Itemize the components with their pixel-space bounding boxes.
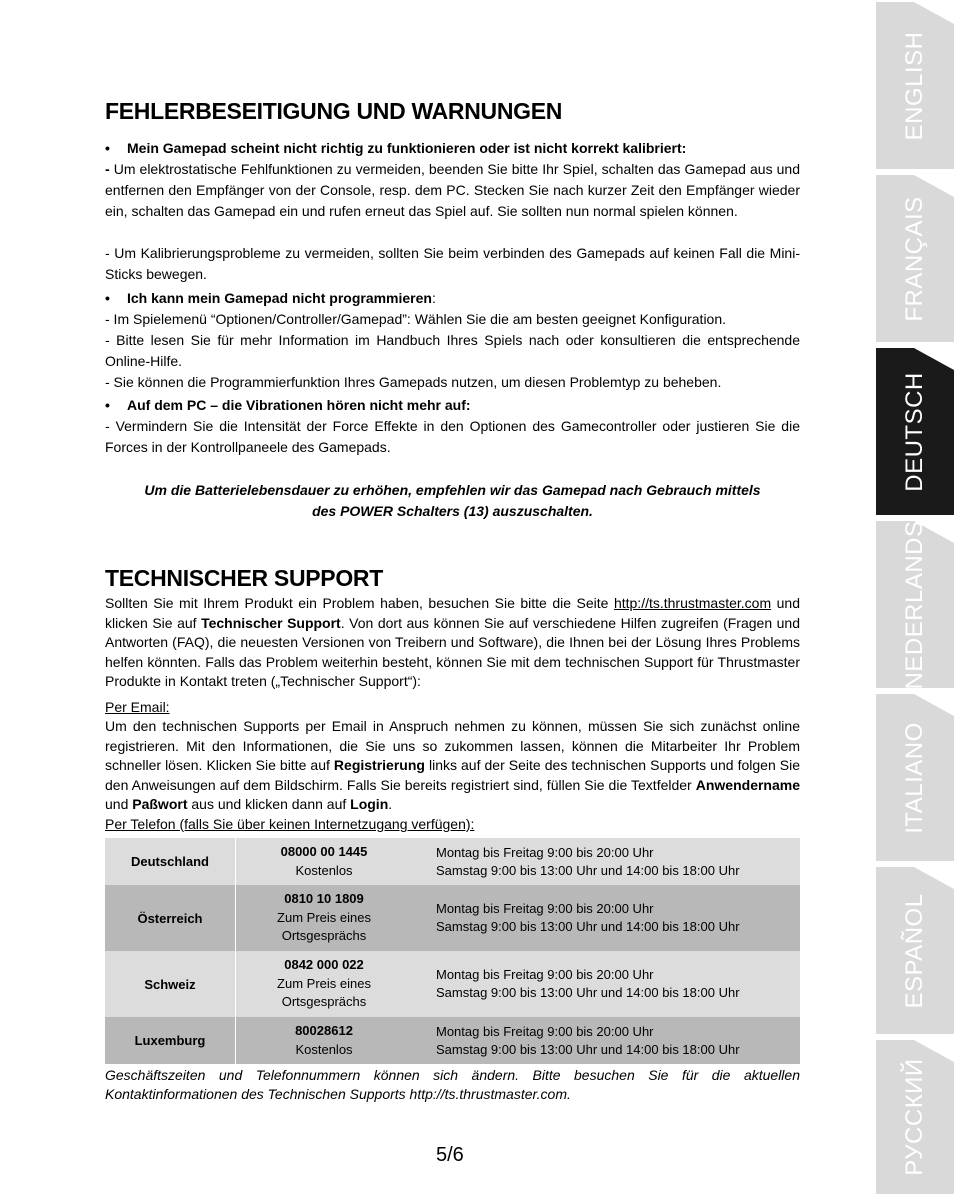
support-link[interactable]: http://ts.thrustmaster.com xyxy=(613,595,772,611)
rate-text: Kostenlos xyxy=(295,862,353,878)
paragraph-static-text: Um elektrostatische Fehlfunktionen zu vermeiden, beenden Sie bitte Ihr Spiel, schalten das Gamepad aus und entfernen den Empfänger von der Console, resp. dem PC. Stecken Sie nach kurzer Zeit den Empfänger wieder ein, schalten das Gamepad ein und rufen erneut das Spiel auf. Sie sollten nun normal spielen können. xyxy=(105,161,800,219)
tab-corner xyxy=(914,175,954,197)
bold-text: Login xyxy=(350,796,389,812)
tab-corner xyxy=(914,694,954,716)
text: links auf der Seite des technischen Supports und folgen Sie den Anweisungen auf dem Bildschirm. Falls Sie bereits registriert sind, füllen Sie die Textfelder xyxy=(105,757,801,793)
text: und xyxy=(105,796,133,812)
table-row xyxy=(105,951,800,1017)
page-number: 5/6 xyxy=(436,1144,464,1166)
bold-text: Anwendername xyxy=(695,776,800,793)
support-phone-table xyxy=(105,838,800,1064)
email-paragraph xyxy=(105,717,800,815)
support-intro xyxy=(105,594,800,692)
paragraph-force: - Vermindern Sie die Intensität der Force Effekte in den Optionen des Gamecontroller oder justieren Sie die Forces in der Kontrollpaneele des Gamepads. xyxy=(105,418,800,455)
hours-line: Samstag 9:00 bis 13:00 Uhr und 14:00 bis 18:00 Uhr xyxy=(436,919,740,934)
number-cell xyxy=(236,951,413,1017)
bullet-text: Ich kann mein Gamepad nicht programmieren xyxy=(127,290,432,306)
tab-label: DEUTSCH xyxy=(901,371,928,492)
tab-label: ENGLISH xyxy=(901,31,928,140)
number-cell xyxy=(236,1017,413,1064)
hours-line: Samstag 9:00 bis 13:00 Uhr und 14:00 bis 18:00 Uhr xyxy=(436,1041,740,1057)
table-row xyxy=(105,885,800,951)
email-heading xyxy=(105,698,800,718)
tab-label: РУССКИЙ xyxy=(901,1058,928,1176)
hours-cell xyxy=(412,1017,800,1064)
bold-text: Registrierung xyxy=(333,757,425,773)
email-heading-text: Per Email: xyxy=(105,699,170,715)
hours-line: Samstag 9:00 bis 13:00 Uhr und 14:00 bis 18:00 Uhr xyxy=(436,985,740,1000)
battery-note-line: Um die Batterielebensdauer zu erhöhen, empfehlen wir das Gamepad nach Gebrauch mittels xyxy=(144,482,761,498)
paragraph-static xyxy=(105,159,800,222)
phone-number: 0810 10 1809 xyxy=(284,891,364,907)
tab-corner xyxy=(914,867,954,889)
tab-espanol[interactable] xyxy=(876,867,954,1034)
phone-heading xyxy=(105,815,800,835)
text: aus und klicken dann auf xyxy=(187,796,351,812)
bullet-calibration xyxy=(105,138,686,159)
dash: - xyxy=(105,161,110,177)
rate-text: Zum Preis eines xyxy=(277,975,371,991)
bullet-text: Auf dem PC – die Vibrationen hören nicht mehr auf: xyxy=(127,397,471,413)
tab-english[interactable] xyxy=(876,2,954,169)
paragraph-menu: - Im Spielemenü “Optionen/Controller/Gamepad”: Wählen Sie die am besten geeignet Konfiguration. xyxy=(105,311,727,327)
bullet-dot: • xyxy=(105,140,110,156)
rate-text: Ortsgesprächs xyxy=(281,928,367,944)
bold-text: Paßwort xyxy=(132,796,188,812)
tab-russian[interactable] xyxy=(876,1040,954,1194)
rate-text: Zum Preis eines xyxy=(277,909,371,925)
tab-label: NEDERLANDS xyxy=(901,519,928,690)
phone-number: 0842 000 022 xyxy=(284,957,364,973)
hours-cell xyxy=(412,838,800,885)
battery-note-line: des POWER Schalters (13) auszuschalten. xyxy=(312,503,593,519)
tab-deutsch[interactable] xyxy=(876,348,954,515)
section-title-troubleshooting: FEHLERBESEITIGUNG UND WARNUNGEN xyxy=(105,98,563,124)
table-row xyxy=(105,838,800,885)
phone-number: 08000 00 1445 xyxy=(280,844,368,859)
tab-nederlands[interactable] xyxy=(876,521,954,688)
bullet-vibration xyxy=(105,395,471,416)
tab-italiano[interactable] xyxy=(876,694,954,861)
hours-cell xyxy=(412,951,800,1017)
number-cell xyxy=(236,885,413,951)
tab-label: ITALIANO xyxy=(901,721,928,834)
country-cell: Schweiz xyxy=(105,951,236,1017)
battery-note xyxy=(105,480,800,522)
country-cell: Deutschland xyxy=(105,838,236,885)
hours-line: Samstag 9:00 bis 13:00 Uhr und 14:00 bis 18:00 Uhr xyxy=(436,862,740,878)
phone-heading-text: Per Telefon (falls Sie über keinen Internetzugang verfügen): xyxy=(105,816,475,832)
tab-label: FRANÇAIS xyxy=(901,195,928,322)
hours-cell xyxy=(412,885,800,951)
rate-text: Ortsgesprächs xyxy=(281,994,367,1010)
hours-line: Montag bis Freitag 9:00 bis 20:00 Uhr xyxy=(436,901,654,916)
section-title-support: TECHNISCHER SUPPORT xyxy=(105,565,383,591)
text: Um den technischen Supports per Email in Anspruch nehmen zu können, müssen Sie sich zunächst online registrieren. Mit den Informationen, die Sie uns so zukommen lassen, können die Mitarbeiter Ihr Problem schneller lösen. Klicken Sie bitte auf xyxy=(105,718,800,773)
text: und klicken Sie auf xyxy=(105,595,800,631)
tab-corner xyxy=(914,2,954,24)
bold-text: Technischer Support xyxy=(201,614,341,631)
tab-francais[interactable] xyxy=(876,175,954,342)
paragraph-programming: - Sie können die Programmierfunktion Ihres Gamepads nutzen, um diesen Problemtyp zu beheben. xyxy=(105,374,722,390)
table-row xyxy=(105,1017,800,1064)
rate-text: Kostenlos xyxy=(295,1041,353,1057)
number-cell xyxy=(236,838,413,885)
country-cell: Luxemburg xyxy=(105,1017,236,1064)
tab-label: ESPAÑOL xyxy=(901,892,928,1009)
bullet-dot: • xyxy=(105,290,110,306)
hours-line: Montag bis Freitag 9:00 bis 20:00 Uhr xyxy=(436,1023,654,1039)
hours-line: Montag bis Freitag 9:00 bis 20:00 Uhr xyxy=(436,967,654,982)
bullet-dot: • xyxy=(105,397,110,413)
bullet-text: Mein Gamepad scheint nicht richtig zu funktionieren oder ist nicht korrekt kalibriert: xyxy=(127,140,687,156)
hours-line: Montag bis Freitag 9:00 bis 20:00 Uhr xyxy=(436,844,654,860)
paragraph-calibration: - Um Kalibrierungsprobleme zu vermeiden, sollten Sie beim verbinden des Gamepads auf keinen Fall die Mini-Sticks bewegen. xyxy=(105,245,800,282)
text: . Von dort aus können Sie auf verschiedene Hilfen zugreifen (Fragen und Antworten (FAQ), die neuesten Versionen von Treibern und Software), die Ihnen bei der Lösung Ihres Problems helfen könnten. Falls das Problem weiterhin besteht, können Sie mit dem technischen Support für Thrustmaster Produkte in Kontakt treten („Technischer Support“): xyxy=(105,614,800,689)
tab-corner xyxy=(914,348,954,370)
country-cell: Österreich xyxy=(105,885,236,951)
language-tabs xyxy=(876,0,954,1194)
bullet-programming xyxy=(105,288,436,309)
text: Sollten Sie mit Ihrem Produkt ein Problem haben, besuchen Sie bitte die Seite xyxy=(105,595,614,611)
phone-number: 80028612 xyxy=(295,1023,353,1038)
footer-note: Geschäftszeiten und Telefonnummern können sich ändern. Bitte besuchen Sie für die aktuellen Kontaktinformationen des Technischen Supports http://ts.thrustmaster.com. xyxy=(105,1067,800,1102)
bullet-colon: : xyxy=(431,290,436,306)
paragraph-manual: - Bitte lesen Sie für mehr Information im Handbuch Ihres Spiels nach oder konsultieren die entsprechende Online-Hilfe. xyxy=(105,332,800,369)
text: . xyxy=(388,796,393,812)
